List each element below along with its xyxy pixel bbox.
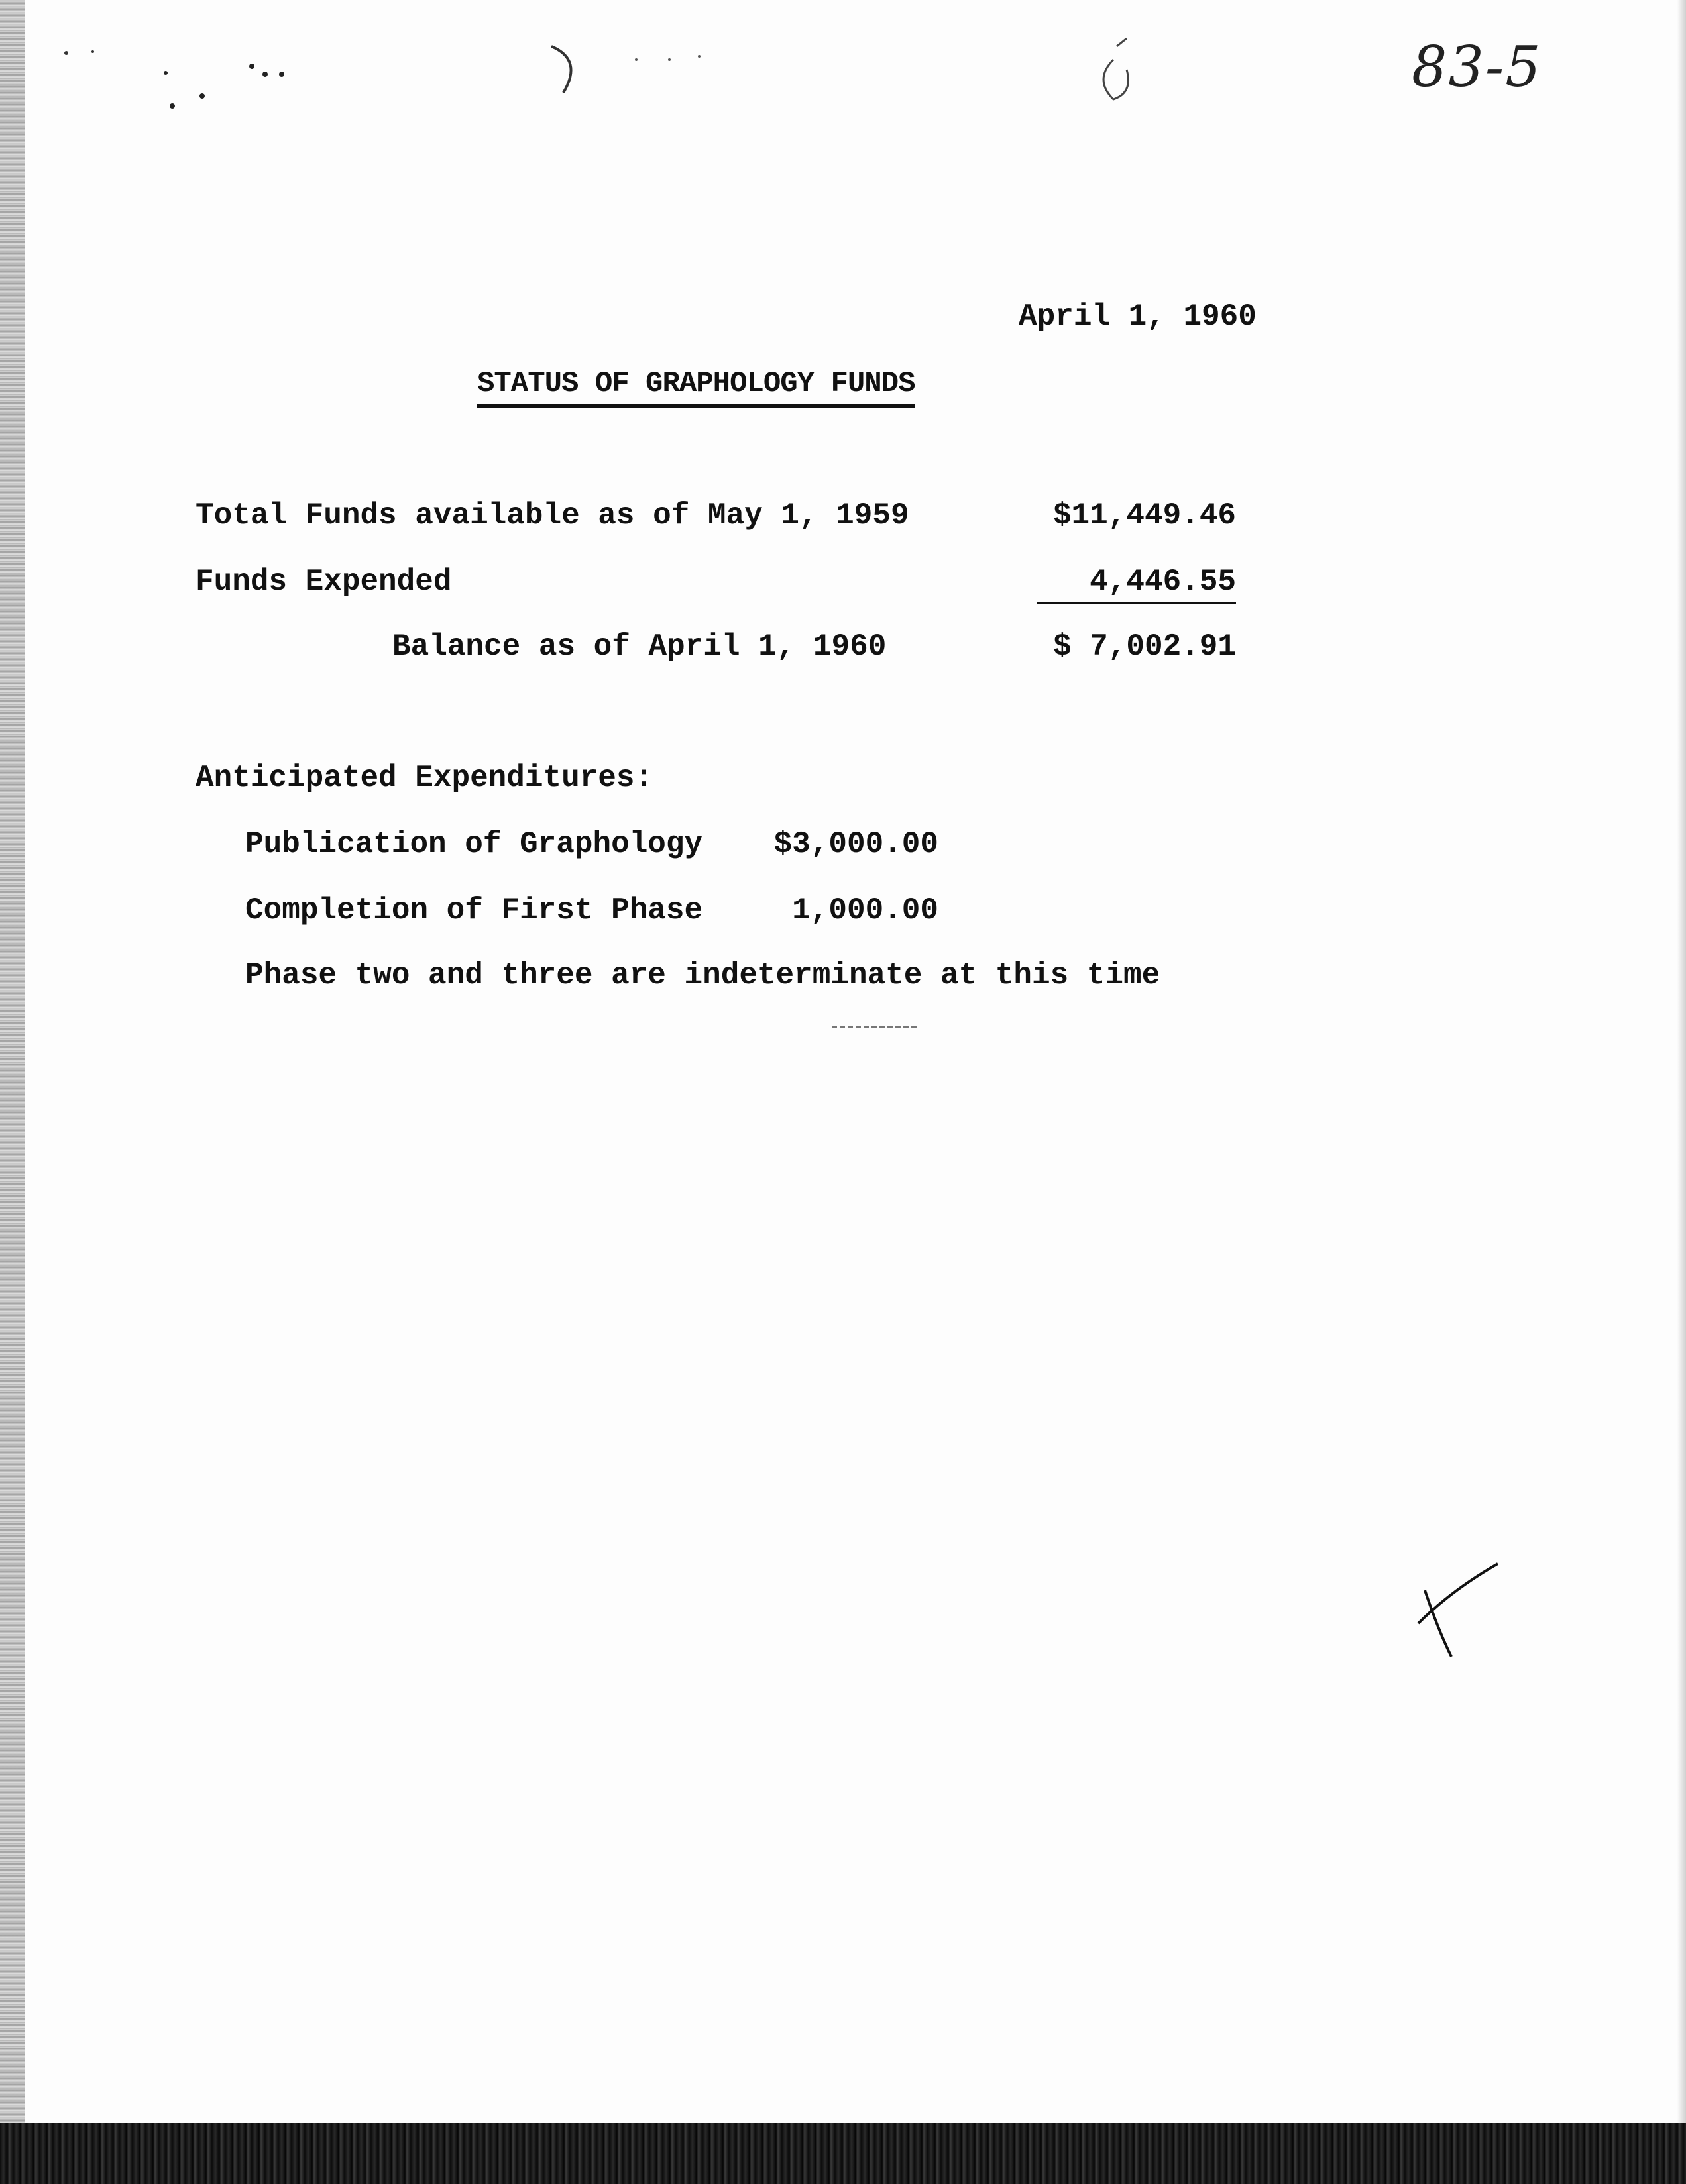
- handwritten-check-mark-icon: [1412, 1551, 1504, 1663]
- scan-edge-bottom: [0, 2123, 1686, 2184]
- funds-expended-amount: 4,446.55: [1037, 565, 1236, 604]
- balance-label: Balance as of April 1, 1960: [392, 629, 887, 664]
- anticipated-note: Phase two and three are indeterminate at this time: [245, 958, 1160, 993]
- scan-edge-right: [1677, 0, 1686, 2184]
- anticipated-item-label: Completion of First Phase: [245, 893, 703, 928]
- handwritten-file-number: 83-5: [1412, 34, 1542, 99]
- anticipated-item-label: Publication of Graphology: [245, 827, 703, 861]
- anticipated-item-amount: 1,000.00: [792, 893, 938, 928]
- balance-amount: $ 7,002.91: [1052, 629, 1236, 664]
- anticipated-item-amount: $3,000.00: [773, 827, 938, 861]
- scan-specks: [53, 33, 1180, 119]
- anticipated-heading: Anticipated Expenditures:: [196, 761, 653, 795]
- document-date: April 1, 1960: [1019, 300, 1257, 334]
- scan-edge-left: [0, 0, 25, 2184]
- total-funds-amount: $11,449.46: [1052, 498, 1236, 533]
- page-title: STATUS OF GRAPHOLOGY FUNDS: [477, 367, 915, 408]
- funds-expended-amount-wrap: [971, 565, 1236, 599]
- scan-dash: [832, 1020, 925, 1034]
- funds-expended-label: Funds Expended: [196, 565, 452, 599]
- total-funds-label: Total Funds available as of May 1, 1959: [196, 498, 909, 533]
